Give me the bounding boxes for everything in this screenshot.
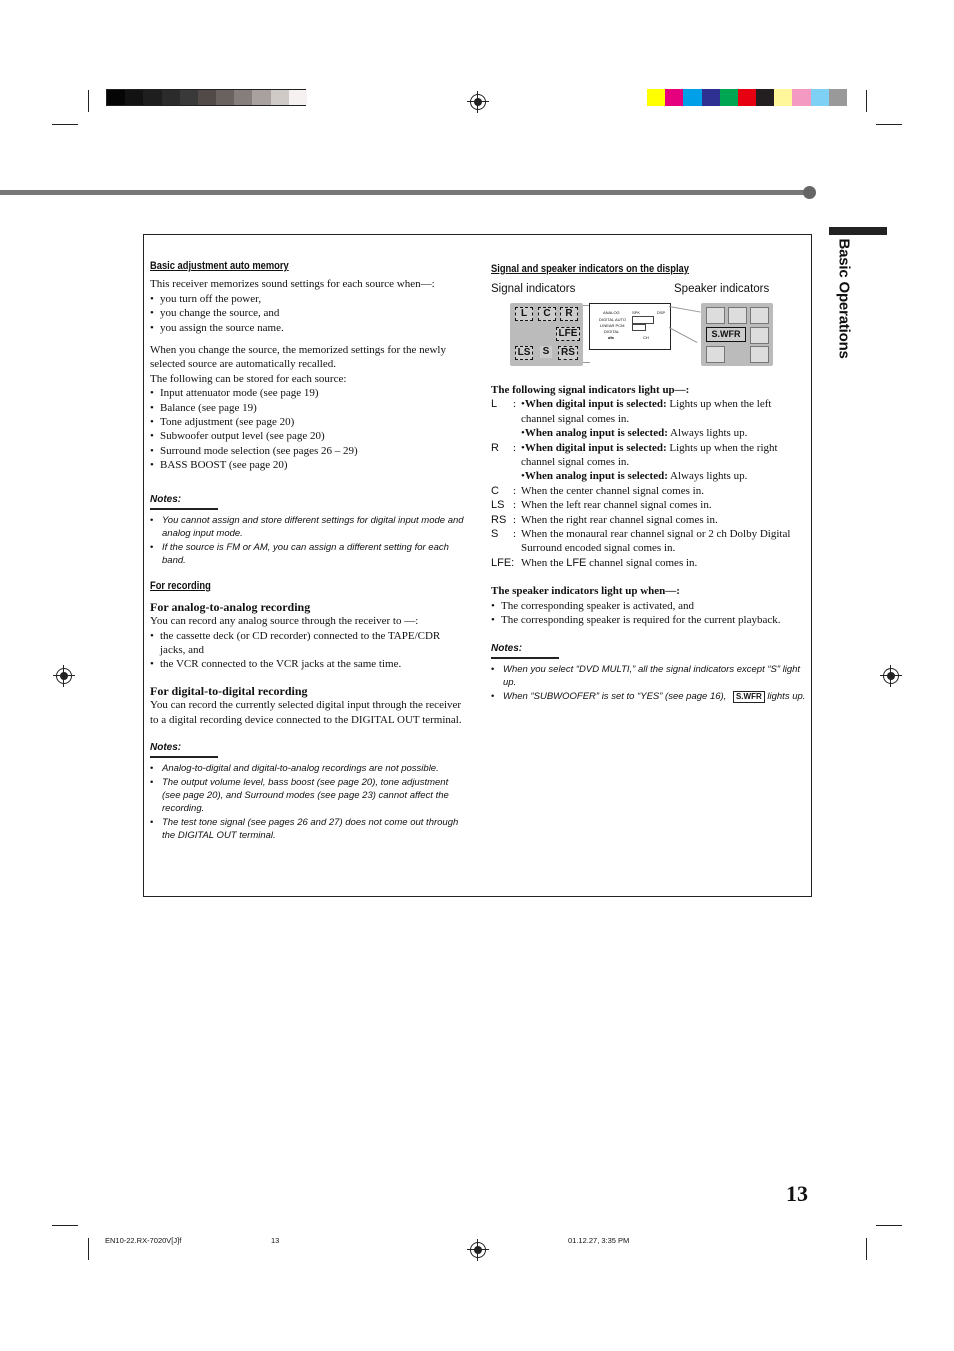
note-text: lights up. <box>767 690 806 702</box>
display-text: DIGITAL AUTO <box>599 317 627 322</box>
notes-list <box>150 514 465 567</box>
indicator-row <box>491 484 806 498</box>
color-swatch <box>271 90 289 105</box>
note-item: • Analog-to-digital and digital-to-analog recordings are not possible. <box>150 762 465 775</box>
indicator-colon: : <box>513 398 517 411</box>
color-swatch <box>647 89 665 106</box>
color-swatch <box>180 90 198 105</box>
indicator-text: Always lights up. <box>667 470 748 483</box>
indicator-line <box>521 397 806 426</box>
right-column-body <box>491 383 806 703</box>
header-rule-knob <box>803 186 816 199</box>
color-swatch <box>252 90 270 105</box>
list-item: • the cassette deck (or CD recorder) connected to the TAPE/CDR jacks, and <box>150 629 465 658</box>
indicator-text: Lights up when the right channel signal comes in. <box>521 441 778 469</box>
paragraph: This receiver memorizes sound settings for each source when—: <box>150 278 435 291</box>
color-swatch <box>107 90 125 105</box>
indicator-text: LFE <box>566 556 587 569</box>
speaker-indicators-label: Speaker indicators <box>674 283 770 295</box>
bullet: • <box>521 427 525 440</box>
speaker-front-left-icon <box>706 307 725 324</box>
indicator-colon: : <box>513 484 517 497</box>
bullet: • <box>521 470 525 483</box>
indicator-line <box>521 469 806 483</box>
indicator-condition: When digital input is selected: <box>524 398 667 411</box>
registration-mark-icon <box>56 668 72 684</box>
left-column <box>150 259 465 842</box>
signal-segment-r: R <box>560 307 578 321</box>
color-swatch <box>665 89 683 106</box>
indicator-text: channel signal comes in. <box>586 556 698 569</box>
list-item: • you assign the source name. <box>150 321 465 335</box>
indicator-condition: When analog input is selected: <box>524 427 668 440</box>
notes-rule <box>150 756 218 758</box>
side-tab <box>826 238 856 359</box>
indicator-list <box>491 397 806 570</box>
paragraph: The speaker indicators light up when—: <box>491 585 680 598</box>
indicator-text: Always lights up. <box>667 427 748 440</box>
display-grid <box>632 316 654 324</box>
list-item: • the VCR connected to the VCR jacks at the same time. <box>150 657 465 671</box>
indicator-condition: When analog input is selected: <box>524 470 668 483</box>
section-heading-indicators: Signal and speaker indicators on the display <box>491 263 689 275</box>
grayscale-calibration-bar <box>106 89 306 106</box>
speaker-indicator-panel <box>701 303 773 366</box>
indicator-key: LS <box>491 499 505 512</box>
indicator-row <box>491 498 806 512</box>
crop-mark <box>876 124 902 125</box>
color-swatch <box>143 90 161 105</box>
indicator-text: When the center channel signal comes in. <box>521 484 704 497</box>
note-item: • When you select “DVD MULTI,” all the signal indicators except “S” light up. <box>491 663 806 690</box>
color-swatch <box>216 90 234 105</box>
bullet-list <box>150 386 465 472</box>
indicator-row <box>491 556 806 570</box>
signal-indicator-panel <box>510 303 583 366</box>
notes-label: Notes: <box>150 741 182 753</box>
header-rule <box>0 190 808 195</box>
display-text: SPK <box>632 310 641 315</box>
bullet-list <box>150 292 465 335</box>
crop-mark <box>876 1225 902 1226</box>
registration-mark-icon <box>470 1242 486 1258</box>
indicator-text: When the monaural rear channel signal or 2 ch Dolby Digital Surround encoded signal comes in. <box>521 528 791 555</box>
color-swatch <box>811 89 829 106</box>
indicator-line <box>521 426 806 440</box>
note-text: When “SUBWOOFER” is set to “YES” (see page 16), <box>503 690 727 702</box>
bullet: • <box>521 398 525 411</box>
indicator-text: When the <box>521 556 567 569</box>
indicator-text: Lights up when the left channel signal comes in. <box>521 398 772 425</box>
registration-mark-icon <box>470 94 486 110</box>
crop-mark <box>88 1238 89 1260</box>
indicator-key: RS <box>491 513 507 526</box>
bullet-list <box>150 629 465 672</box>
front-panel-display <box>589 303 671 350</box>
color-swatch <box>702 89 720 106</box>
indicator-colon: : <box>513 528 517 541</box>
section-heading-auto-memory: Basic adjustment auto memory <box>150 260 289 272</box>
subheading-analog: For analog-to-analog recording <box>150 599 311 614</box>
signal-indicators-label: Signal indicators <box>491 283 576 295</box>
note-item <box>491 690 806 703</box>
indicator-key: LFE: <box>491 556 515 569</box>
indicator-condition: When digital input is selected: <box>524 441 667 454</box>
color-swatch <box>125 90 143 105</box>
list-item: • you change the source, and <box>150 306 465 320</box>
display-text: DSP <box>657 310 666 315</box>
note-item: • If the source is FM or AM, you can assign a different setting for each band. <box>150 541 465 568</box>
display-text: ANALOG <box>603 310 620 315</box>
speaker-surround-left-icon <box>706 346 725 363</box>
section-heading-recording: For recording <box>150 580 211 593</box>
list-item: • Surround mode selection (see pages 26 – 29) <box>150 444 465 458</box>
display-text: DIGITAL <box>604 329 620 334</box>
side-tab-label: Basic Operations <box>835 238 853 359</box>
page-number: 13 <box>786 1181 808 1206</box>
indicator-row <box>491 441 806 484</box>
paragraph: The following signal indicators light up—: <box>491 384 690 396</box>
display-text: LINEAR PCM <box>600 323 625 328</box>
notes-list <box>150 762 465 842</box>
footer-file: EN10-22.RX-7020V[J]f <box>105 1236 182 1245</box>
paragraph: You can record the currently selected digital input through the receiver to a digital recording device connected to the DIGITAL OUT terminal. <box>150 699 462 726</box>
display-text: CH <box>643 335 649 340</box>
color-swatch <box>738 89 756 106</box>
indicator-key: S <box>491 528 499 541</box>
list-item: • you turn off the power, <box>150 292 465 306</box>
speaker-sub-icon <box>750 327 769 344</box>
indicator-text: When the right rear channel signal comes in. <box>521 513 718 526</box>
notes-rule <box>491 657 559 659</box>
crop-mark <box>52 124 78 125</box>
speaker-front-right-icon <box>750 307 769 324</box>
crop-mark <box>866 90 867 112</box>
color-swatch <box>234 90 252 105</box>
speaker-surround-icon <box>728 346 745 361</box>
color-swatch <box>198 90 216 105</box>
subwoofer-badge: S.WFR <box>706 327 746 342</box>
paragraph: The following can be stored for each source: <box>150 372 347 385</box>
indicator-key: C <box>491 484 499 497</box>
footer-page: 13 <box>271 1236 280 1245</box>
note-item: • You cannot assign and store different settings for digital input mode and analog input mode. <box>150 514 465 541</box>
indicator-colon: : <box>513 499 517 512</box>
indicator-row <box>491 513 806 527</box>
paragraph: When you change the source, the memorized settings for the newly selected source are automatically recalled. <box>150 344 446 371</box>
side-tab-block <box>829 227 887 235</box>
notes-rule <box>150 508 218 510</box>
indicator-colon: : <box>513 513 517 526</box>
list-item: • The corresponding speaker is activated, and <box>491 599 806 613</box>
indicator-row <box>491 527 806 556</box>
signal-segment-ls: LS <box>515 346 533 360</box>
color-swatch <box>829 89 847 106</box>
signal-segment-l: L <box>515 307 533 321</box>
notes-label: Notes: <box>150 493 182 505</box>
signal-segment-rs: RS <box>558 346 578 360</box>
display-text: dts <box>608 335 614 340</box>
connector-line <box>583 362 590 363</box>
color-swatch <box>162 90 180 105</box>
indicator-colon: : <box>513 441 517 454</box>
display-grid <box>632 324 646 331</box>
bullet-list <box>491 599 806 628</box>
color-calibration-bar <box>647 89 847 106</box>
crop-mark <box>88 90 89 112</box>
crop-mark <box>866 1238 867 1260</box>
list-item: • Balance (see page 19) <box>150 401 465 415</box>
registration-mark-icon <box>883 668 899 684</box>
color-swatch <box>289 90 307 105</box>
color-swatch <box>756 89 774 106</box>
signal-segment-c: C <box>538 307 556 321</box>
paragraph: You can record any analog source through the receiver to —: <box>150 615 419 628</box>
signal-segment-lfe: LFE <box>556 327 580 341</box>
footer-date: 01.12.27, 3:35 PM <box>568 1236 630 1245</box>
notes-label: Notes: <box>491 642 523 654</box>
list-item: • The corresponding speaker is required for the current playback. <box>491 613 806 627</box>
subwoofer-badge: S.WFR <box>733 691 765 703</box>
signal-segment-s: S <box>540 346 552 358</box>
indicator-text: When the left rear channel signal comes in. <box>521 499 712 512</box>
note-item: • The test tone signal (see pages 26 and 27) does not come out through the DIGITAL OUT terminal. <box>150 816 465 843</box>
right-column <box>491 262 806 276</box>
speaker-center-icon <box>728 307 747 324</box>
indicator-key: L <box>491 398 498 411</box>
crop-mark <box>52 1225 78 1226</box>
list-item: • Subwoofer output level (see page 20) <box>150 429 465 443</box>
list-item: • Tone adjustment (see page 20) <box>150 415 465 429</box>
color-swatch <box>774 89 792 106</box>
list-item: • Input attenuator mode (see page 19) <box>150 386 465 400</box>
indicator-line <box>521 441 806 470</box>
indicator-row <box>491 397 806 440</box>
indicator-key: R <box>491 441 499 454</box>
color-swatch <box>683 89 701 106</box>
indicator-line <box>521 556 806 570</box>
color-swatch <box>792 89 810 106</box>
list-item: • BASS BOOST (see page 20) <box>150 458 465 472</box>
speaker-surround-right-icon <box>750 346 769 363</box>
note-item: • The output volume level, bass boost (see page 20), tone adjustment (see page 20), and Surround modes (see page 23) cannot affect the recording. <box>150 776 465 816</box>
color-swatch <box>720 89 738 106</box>
bullet: • <box>521 441 525 454</box>
notes-list <box>491 663 806 703</box>
subheading-digital: For digital-to-digital recording <box>150 683 308 698</box>
